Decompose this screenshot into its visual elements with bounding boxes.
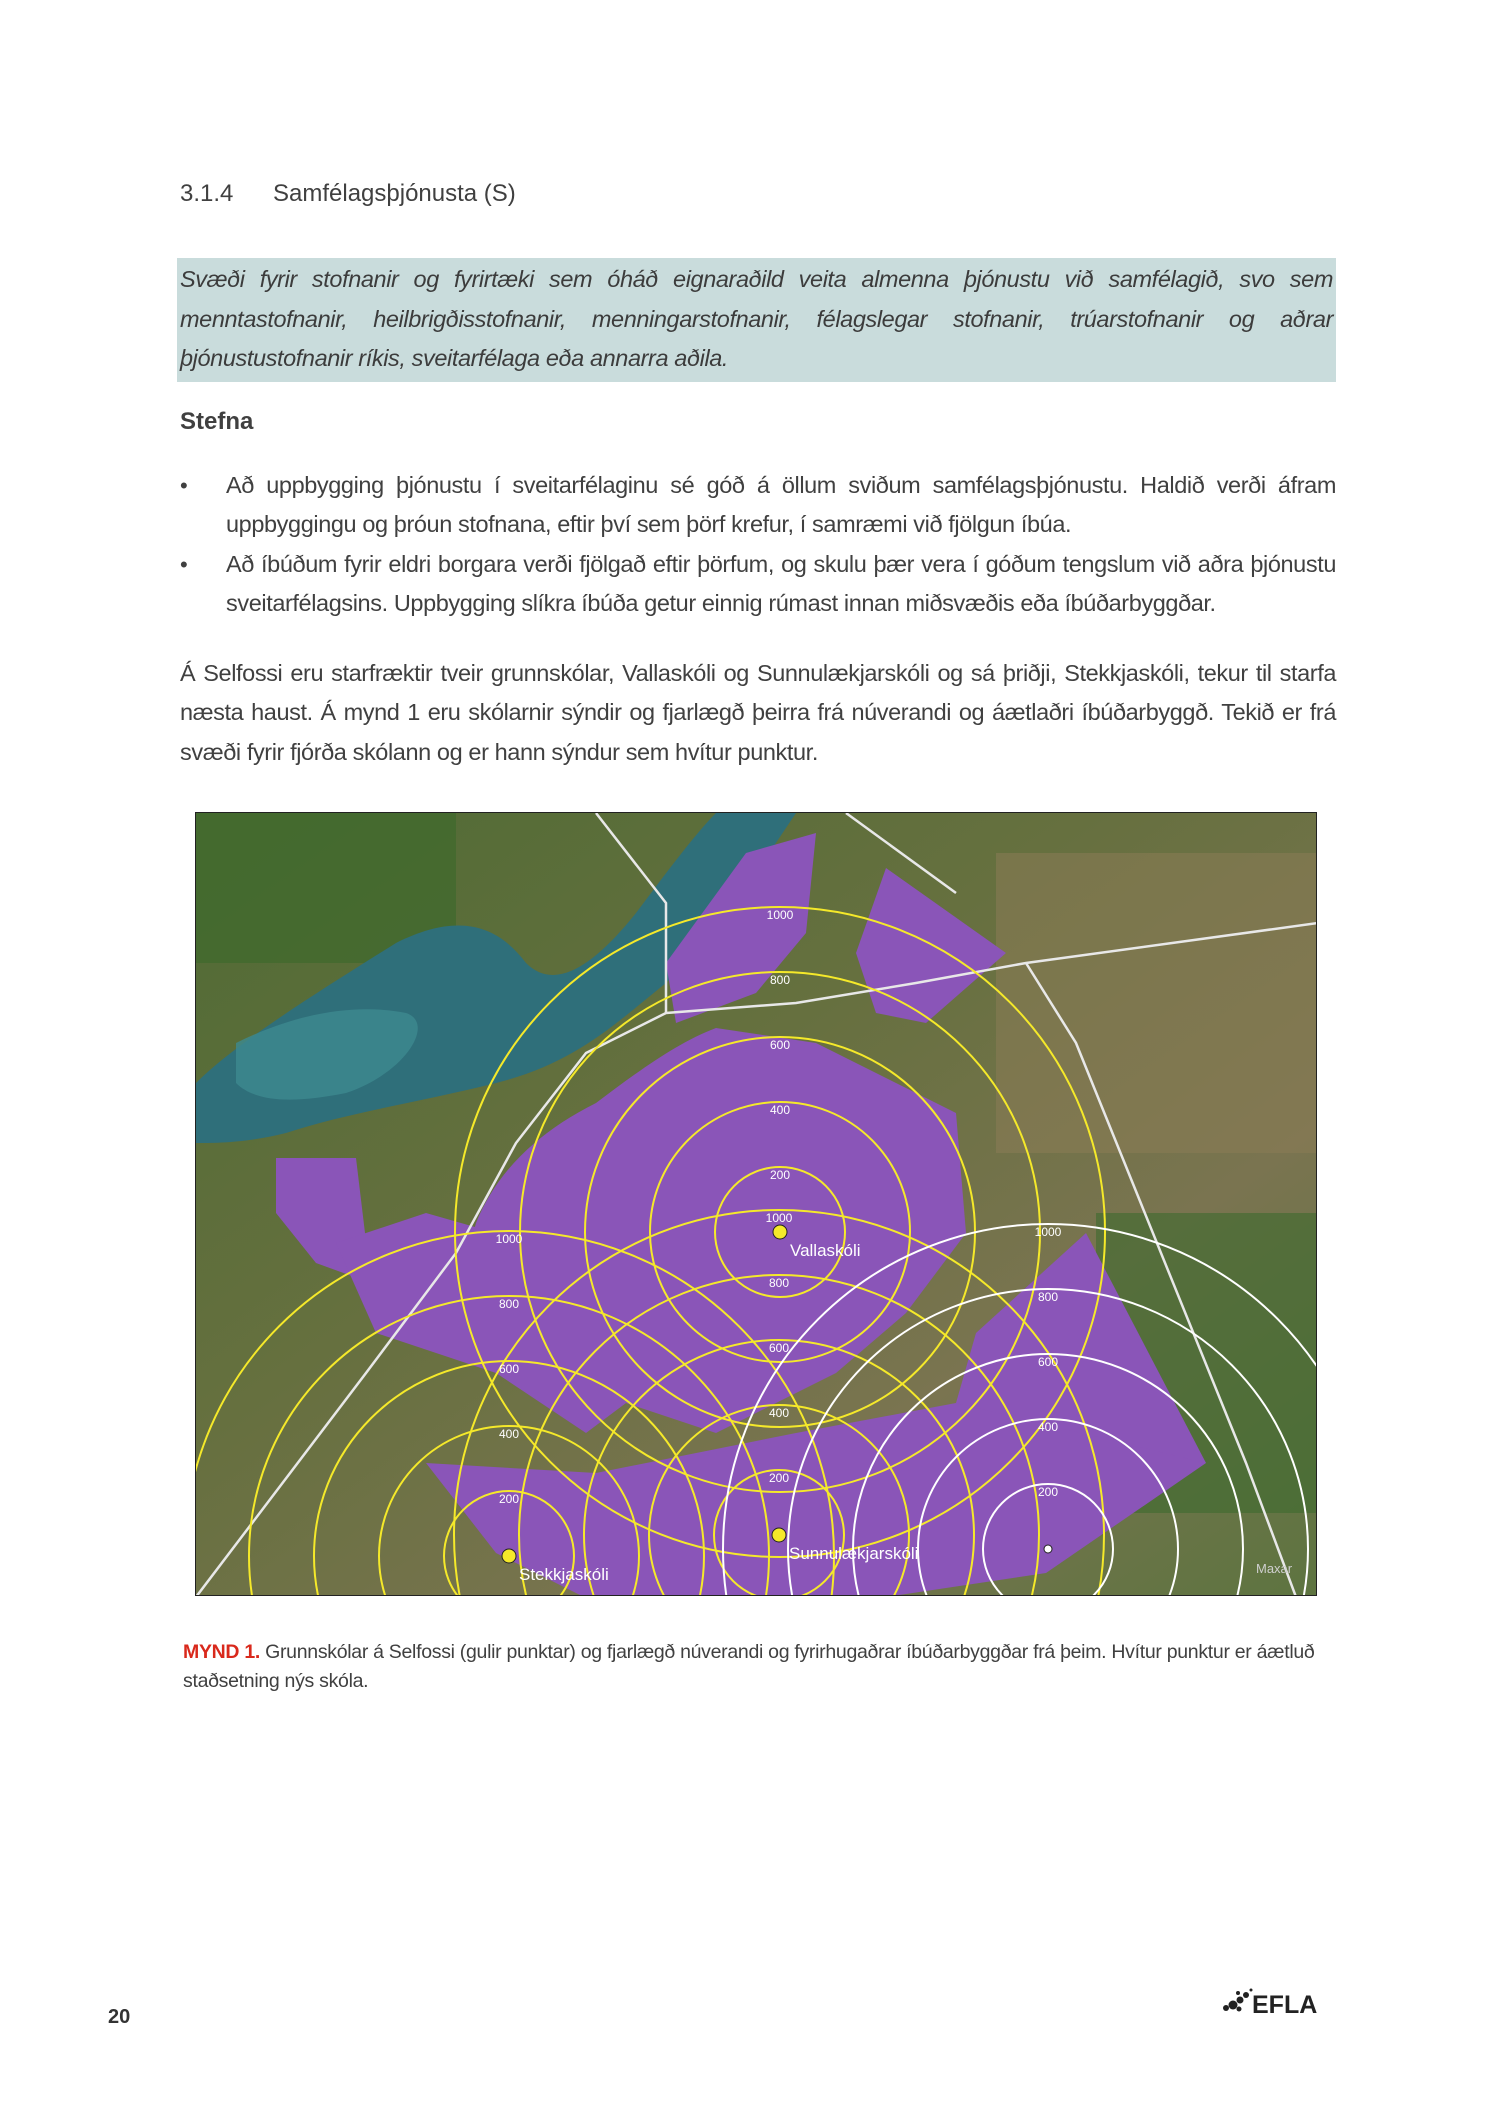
bullet-item: [180, 545, 1336, 624]
ring-distance-label: 600: [768, 1341, 790, 1355]
ring-distance-label: 800: [498, 1297, 520, 1311]
caption-label: MYND 1.: [183, 1641, 260, 1663]
bullet-text: Að uppbygging þjónustu í sveitarfélaginu sé góð á öllum sviðum samfélagsþjónustu. Haldið verði áfram uppbyggingu og þróun stofnana, eftir því sem þörf krefur, í samræmi við fjölgun íbúa.: [226, 471, 1336, 537]
ring-distance-label: 600: [1037, 1355, 1059, 1369]
ring-distance-label: 200: [498, 1492, 520, 1506]
section-number: 3.1.4: [180, 180, 234, 207]
bullet-item: [180, 466, 1336, 545]
ring-distance-label: 600: [498, 1362, 520, 1376]
efla-logo: [1222, 1985, 1337, 2017]
ring-distance-label: 400: [498, 1427, 520, 1441]
ring-distance-label: 400: [768, 1406, 790, 1420]
map-attribution: Maxar: [1256, 1561, 1293, 1576]
page-number: 20: [108, 2006, 131, 2028]
logo-text: EFLA: [1252, 1991, 1318, 2017]
school-distance-map: [195, 812, 1317, 1596]
bullet-text: Að íbúðum fyrir eldri borgara verði fjölgað eftir þörfum, og skulu þær vera í góðum tengslum við aðra þjónustu sveitarfélagsins. Uppbygging slíkra íbúða getur einnig rúmast innan miðsvæðis eða íbúðarbyggðar.: [226, 550, 1336, 616]
school-marker: [1044, 1545, 1052, 1553]
school-label: Stekkjaskóli: [519, 1565, 609, 1584]
ring-distance-label: 800: [768, 1276, 790, 1290]
school-marker: [773, 1225, 787, 1239]
definition-text: Svæði fyrir stofnanir og fyrirtæki sem óháð eignaraðild veita almenna þjónustu við samfélagið, svo sem menntastofnanir, heilbrigðisstofnanir, menningarstofnanir, félagslegar stofnanir, trúarstofnanir og aðrar þjónustustofnanir ríkis, sveitarfélaga eða annarra aðila.: [180, 266, 1333, 371]
section-title: Samfélagsþjónusta (S): [273, 180, 516, 207]
ring-distance-label: 200: [1037, 1485, 1059, 1499]
body-paragraph: Á Selfossi eru starfræktir tveir grunnskólar, Vallaskóli og Sunnulækjarskóli og sá þriðji, Stekkjaskóli, tekur til starfa næsta haust. Á mynd 1 eru skólarnir sýndir og fjarlægð þeirra frá núverandi og áætlaðri íbúðarbyggð. Tekið er frá svæði fyrir fjórða skólann og er hann sýndur sem hvítur punktur.: [180, 659, 1336, 765]
caption-text: Grunnskólar á Selfossi (gulir punktar) og fjarlægð núverandi og fyrirhugaðrar íbúðarbyggðar frá þeim. Hvítur punktur er áætluð staðsetning nýs skóla.: [183, 1641, 1315, 1692]
policy-heading: Stefna: [180, 407, 254, 435]
definition-box: [177, 258, 1336, 382]
ring-distance-label: 1000: [766, 908, 794, 922]
ring-distance-label: 200: [768, 1471, 790, 1485]
school-marker: [772, 1528, 786, 1542]
bullet-marker: •: [180, 472, 188, 498]
ring-distance-label: 800: [769, 973, 791, 987]
bullet-marker: •: [180, 551, 188, 577]
ring-distance-label: 600: [769, 1038, 791, 1052]
school-marker: [502, 1549, 516, 1563]
policy-list: [180, 466, 1336, 624]
school-label: Sunnulækjarskóli: [789, 1544, 919, 1563]
ring-distance-label: 1000: [1034, 1225, 1062, 1239]
ring-distance-label: 800: [1037, 1290, 1059, 1304]
ring-distance-label: 400: [769, 1103, 791, 1117]
figure-caption: [183, 1638, 1335, 1696]
school-label: Vallaskóli: [790, 1241, 861, 1260]
section-heading: [180, 180, 1336, 210]
ring-distance-label: 400: [1037, 1420, 1059, 1434]
ring-distance-label: 1000: [495, 1232, 523, 1246]
ring-distance-label: 200: [769, 1168, 791, 1182]
ring-distance-label: 1000: [765, 1211, 793, 1225]
page-content: [177, 180, 1336, 1696]
